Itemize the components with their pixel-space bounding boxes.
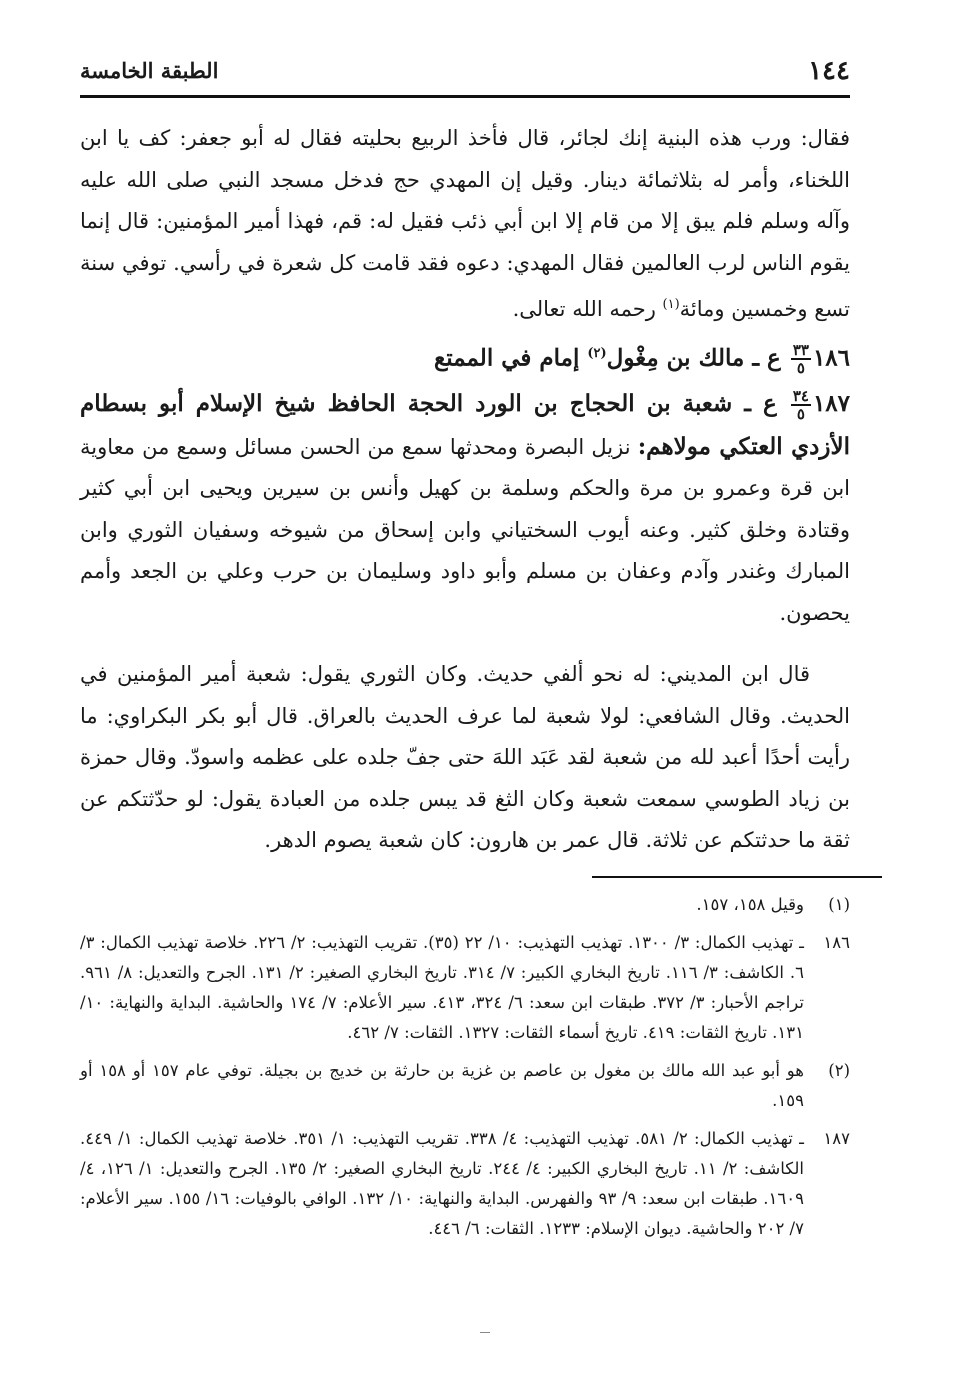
- bottom-mark: [480, 1332, 490, 1333]
- header-rule: [80, 95, 850, 98]
- footnote-rule: [592, 876, 882, 878]
- footnote-1-label: (١): [828, 895, 850, 914]
- entry-187-text: نزيل البصرة ومحدثها سمع من الحسن مسائل وسمع من معاوية ابن قرة وعمرو بن مرة والحكم وسلمة بن كهيل وأنس بن سيرين ويحيى ابن أبي كثير وقتادة وخلق كثير. وعنه أيوب السختياني وابن إسحاق من شيوخه وسفيان الثوري وابن المبارك وغندر وآدم وعفان بن مسلم وأبو داود وسليمان بن حرب وعلي بن الجعد وأمم يحصون.: [80, 434, 850, 625]
- entry-186-frac-top: ٣٣: [792, 341, 809, 360]
- footnotes: [80, 890, 850, 1252]
- footnote-187-label: ١٨٧: [823, 1129, 850, 1148]
- footnote-ref-1: (١): [662, 297, 680, 312]
- footnote-ref-2: (٢): [587, 345, 607, 361]
- entry-186-text-end: إمام في الممتع: [434, 344, 588, 372]
- footnote-187-text: ـ تهذيب الكمال: ٢/ ٥٨١. تهذيب التهذيب: ٤/ ٣٣٨. تقريب التهذيب: ١/ ٣٥١. خلاصة تهذيب الكمال: ١/ ٤٤٩. الكاشف: ٢/ ١١. تاريخ البخاري الكبير: ٤/ ٢٤٤. تاريخ البخاري الصغير: ٢/ ١٣٥. الجرح والتعديل: ١/ ١٢٦، ٤/ ١٦٠٩. طبقات ابن سعد: ٩/ ٩٣ والفهرس. البداية والنهاية: ١٠/ ١٣٢. الوافي بالوفيات: ١٦/ ١٥٥. سير الأعلام: ٧/ ٢٠٢ والحاشية. ديوان الإسلام: ١٢٣٣. الثقات: ٦/ ٤٤٦.: [80, 1129, 804, 1238]
- footnote-1: [80, 890, 850, 920]
- paragraph-2: قال ابن المديني: له نحو ألفي حديث. وكان الثوري يقول: شعبة أمير المؤمنين في الحديث. وقال الشافعي: لولا شعبة لما عرف الحديث بالعراق. قال أبو بكر البكراوي: ما رأيت أحدًا أعبد لله من شعبة لقد عَبَد اللهَ حتى جفّ جلده على عظمه واسودّ. وقال حمزة بن زياد الطوسي سمعت شعبة وكان الثغ قد يبس جلده من العبادة يقول: لو حدّثتكم عن ثقة ما حدثتكم عن ثلاثة. قال عمر بن هارون: كان شعبة يصوم الدهر.: [80, 662, 851, 853]
- entry-186-frac-bottom: ٥: [796, 359, 805, 378]
- footnote-1-text: وقيل ١٥٨، ١٥٧.: [696, 895, 804, 914]
- entry-187-fraction: [791, 388, 811, 422]
- footnote-2-label: (٢): [828, 1061, 850, 1080]
- footnote-186: [80, 928, 850, 1048]
- footnote-187: [80, 1124, 850, 1244]
- paragraph-1-end: رحمه الله تعالى.: [512, 297, 663, 321]
- page-number: ١٤٤: [808, 56, 850, 86]
- page-header: [80, 52, 850, 92]
- footnote-186-label: ١٨٦: [823, 933, 850, 952]
- paragraph-1: [80, 118, 850, 331]
- entry-186-number: ١٨٦: [812, 344, 850, 372]
- footnote-2: [80, 1056, 850, 1116]
- paragraph-1-text: فقال: ورب هذه البنية إنك لجائر، قال فأخذ الربيع بحليته فقال له أبو جعفر: كف يا ابن اللخناء، وأمر له بثلاثمائة دينار. وقيل إن المهدي حج فدخل مسجد النبي صلى الله عليه وآله وسلم فلم يبق إلا من قام إلا ابن أبي ذئب فقيل له: قم، فهذا أمير المؤمنين: قال إنما يقوم الناس لرب العالمين فقال المهدي: دعوه فقد قامت كل شعرة في رأسي. توفي سنة تسع وخمسين ومائة: [80, 126, 850, 321]
- entry-187-number: ١٨٧: [812, 390, 850, 418]
- paragraph-gap: [80, 634, 850, 654]
- main-text: [80, 118, 850, 862]
- running-title: الطبقة الخامسة: [80, 58, 219, 83]
- entry-186-fraction: [791, 342, 811, 376]
- footnote-2-text: هو أبو عبد الله مالك بن مغول بن عاصم بن غزية بن حارثة بن خديج بن بجيلة. توفي عام ١٥٧ أو ١٥٨ أو ١٥٩.: [80, 1061, 804, 1110]
- footnote-186-text: ـ تهذيب الكمال: ٣/ ١٣٠٠. تهذيب التهذيب: ١٠/ ٢٢ (٣٥). تقريب التهذيب: ٢/ ٢٢٦. خلاصة تهذيب الكمال: ٣/ ٦. الكاشف: ٣/ ١١٦. تاريخ البخاري الكبير: ٧/ ٣١٤. تاريخ البخاري الصغير: ٢/ ١٣١. الجرح والتعديل: ٨/ ٩٦١. تراجم الأحبار: ٣/ ٣٧٢. طبقات ابن سعد: ٦/ ٣٢٤، ٤١٣. سير الأعلام: ٧/ ١٧٤ والحاشية. البداية والنهاية: ١٠/ ١٣١. تاريخ الثقات: ٤١٩. تاريخ أسماء الثقات: ١٣٢٧. الثقات: ٧/ ٤٦٢.: [80, 933, 804, 1042]
- entry-187: [80, 383, 850, 634]
- entry-187-title: ع ـ شعبة بن الحجاج بن الورد الحجة الحافظ شيخ الإسلام أبو بسطام الأزدي العتكي مولاهم:: [80, 390, 850, 460]
- entry-187-frac-top: ٣٤: [792, 387, 809, 406]
- entry-186: [80, 331, 850, 382]
- entry-186-text: ع ـ مالك بن مِغْول: [606, 344, 781, 372]
- entry-187-frac-bottom: ٥: [796, 405, 805, 424]
